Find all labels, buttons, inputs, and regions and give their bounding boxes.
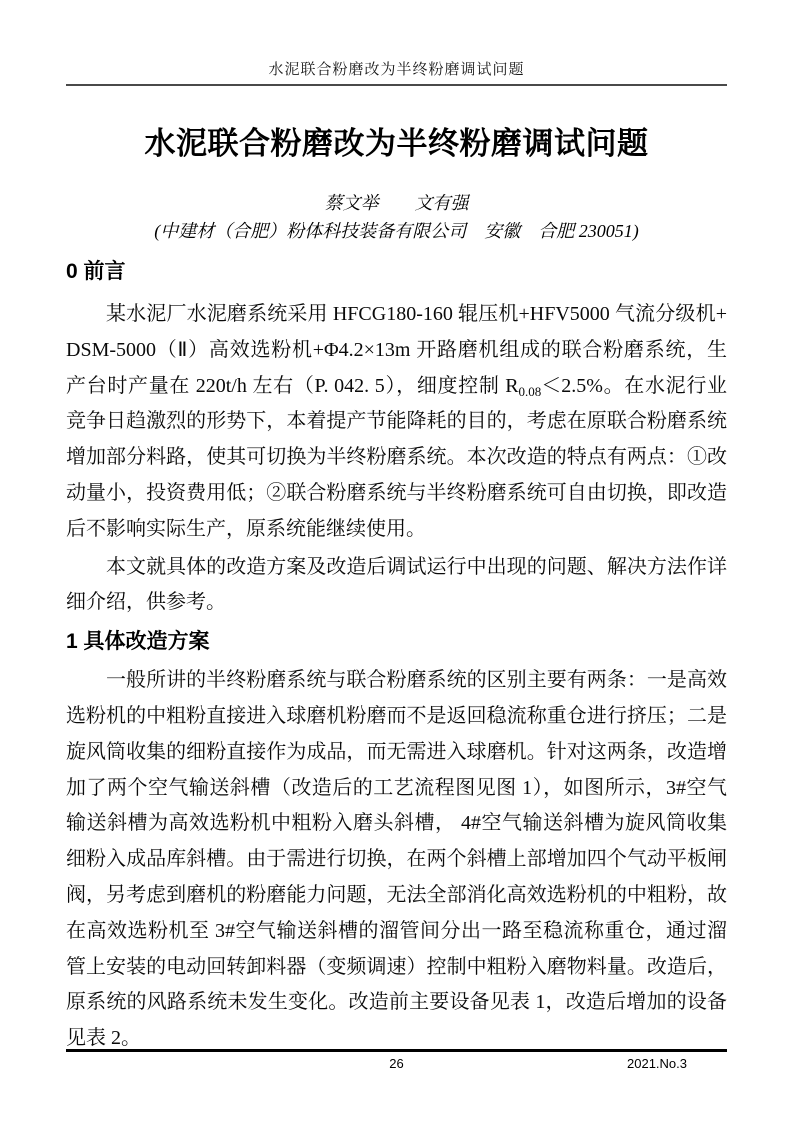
page-content [66,0,727,1057]
paragraph-foreword-1 [66,297,727,548]
footer-rule [66,1049,727,1052]
paragraph-foreword-2: 本文就具体的改造方案及改造后调试运行中出现的问题、解决方法作详细介绍，供参考。 [66,555,727,614]
page-footer [66,1049,727,1071]
affiliation: (中建材（合肥）粉体科技装备有限公司 安徽 合肥 230051) [154,221,639,241]
section-heading-foreword: 0 前言 [66,260,126,283]
fineness-subscript: 0.08 [518,383,542,399]
issue-label: 2021.No.3 [627,1056,687,1071]
paragraph-text: ＜2.5%。在水泥行业竞争日趋激烈的形势下，本着提产节能降耗的目的，考虑在原联合粉磨系统增加部分料路，使其可切换为半终粉磨系统。本次改造的特点有两点：①改动量小，投资费用低；②联合粉磨系统与半终粉磨系统可自由切换，即改造后不影响实际生产，原系统能继续使用。 [66,374,727,540]
authors: 蔡文举 文有强 [324,193,469,213]
section-heading-plan: 1 具体改造方案 [66,630,210,654]
paper-title: 水泥联合粉磨改为半终粉磨调试问题 [144,126,649,161]
running-head: 水泥联合粉磨改为半终粉磨调试问题 [268,62,525,78]
header-rule [66,84,727,86]
paragraph-text: 某水泥厂水泥磨系统采用 HFCG180-160 辊压机+HFV5000 气流分级机+ DSM-5000（Ⅱ）高效选粉机+Φ4.2×13m 开路磨机组成的联合粉磨系统，生产台时产量在 220t/h 左右（P. 042. 5），细度控制 R [66,303,727,397]
paragraph-plan-1: 一般所讲的半终粉磨系统与联合粉磨系统的区别主要有两条：一是高效选粉机的中粗粉直接进入球磨机粉磨而不是返回稳流称重仓进行挤压；二是旋风筒收集的细粉直接作为成品，而无需进入球磨机。针对这两条，改造增加了两个空气输送斜槽（改造后的工艺流程图见图 1），如图所示，3#空气输送斜槽为高效选粉机中粗粉入磨头斜槽， 4#空气输送斜槽为旋风筒收集细粉入成品库斜槽。由于需进行切换，在两个斜槽上部增加四个气动平板闸阀，另考虑到磨机的粉磨能力问题，无法全部消化高效选粉机的中粗粉，故在高效选粉机至 3#空气输送斜槽的溜管间分出一路至稳流称重仓，通过溜管上安装的电动回转卸料器（变频调速）控制中粗粉入磨物料量。改造后，原系统的风路系统未发生变化。改造前主要设备见表 1，改造后增加的设备见表 2。 [66,669,727,1050]
page-number: 26 [389,1056,404,1071]
